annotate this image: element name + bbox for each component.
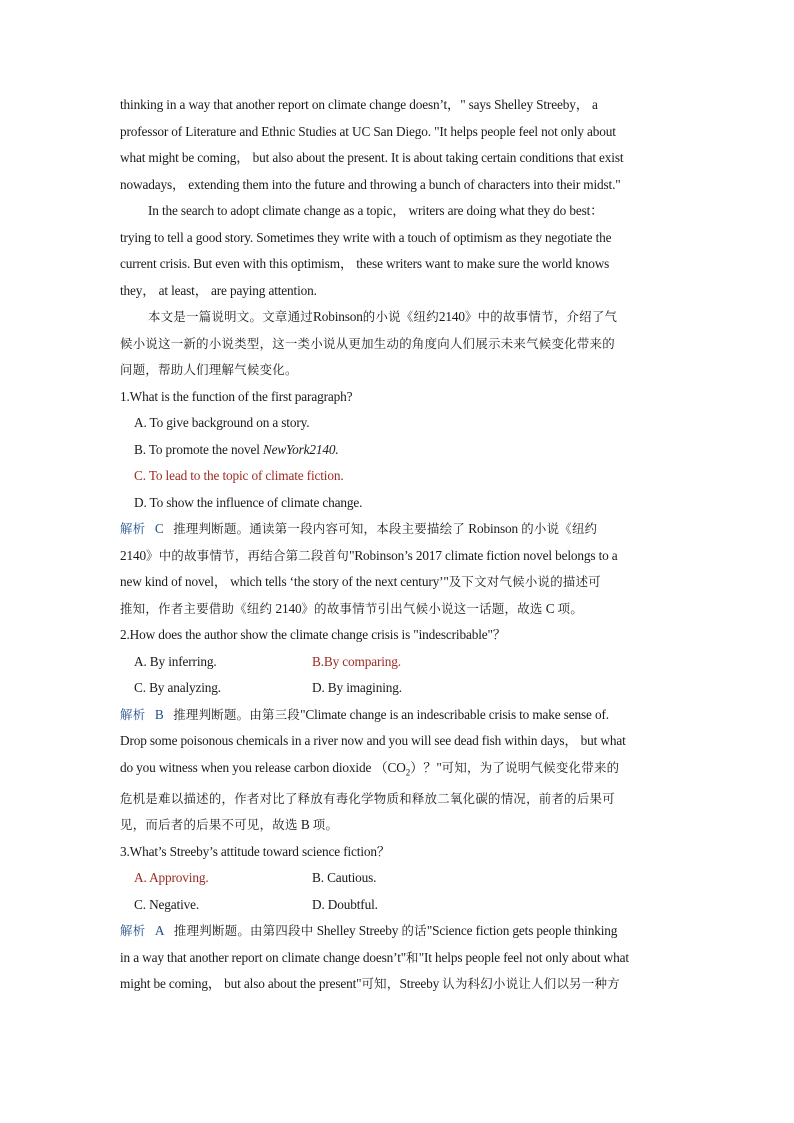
explanation-line: 危机是难以描述的，作者对比了释放有毒化学物质和释放二氧化碳的情况，前者的后果可 <box>120 790 615 806</box>
explanation-text: 推知，作者主要借助《纽约 <box>120 600 273 616</box>
explanation-text: 认为科幻小说让人们以另一种方 <box>442 976 620 992</box>
subscript: 2 <box>405 767 411 778</box>
paragraph-line: trying to tell a good story. Sometimes they write with a touch of optimism as they negotiate the <box>120 229 612 245</box>
option-text: B. To promote the novel <box>134 441 263 457</box>
answer-letter: C <box>154 521 164 536</box>
summary-line: 问题，帮助人们理解气候变化。 <box>120 362 298 377</box>
answer-letter: A <box>154 923 165 939</box>
explanation-line <box>120 569 676 596</box>
explanation-text: 的话 <box>401 923 427 939</box>
explanation-text: 项。 <box>557 600 584 616</box>
option-c: C. To lead to the topic of climate fiction. <box>134 468 344 483</box>
explanation-text: 推理判断题。由第三段 <box>173 706 301 722</box>
explanation-text: 可知， <box>361 976 400 992</box>
answer-letter: B <box>154 706 164 722</box>
explanation-text: might be coming， but also about the present" <box>120 976 362 992</box>
option-a: A. To give background on a story. <box>134 415 310 430</box>
option-row <box>120 865 676 892</box>
explanation-text: 》的故事情节引出气候小说这一话题，故选 <box>301 600 543 616</box>
explanation-text: Robinson <box>465 521 522 536</box>
option-d: D. To show the influence of climate change. <box>134 494 363 510</box>
summary-line: 候小说这一新的小说类型，这一类小说从更加生动的角度向人们展示未来气候变化带来的 <box>120 335 615 351</box>
option-b: B.By comparing. <box>312 653 401 669</box>
explanation-text: in a way that another report on climate change doesn’t" <box>120 949 407 965</box>
question-stem: 1.What is the function of the first paragraph? <box>120 388 353 404</box>
question-stem: 3.What’s Streeby’s attitude toward science fiction？ <box>120 843 391 859</box>
question-stem: 2.How does the author show the climate change crisis is "indescribable"？ <box>120 627 506 642</box>
option-a: A. Approving. <box>134 870 209 886</box>
option-d: D. By imagining. <box>312 680 402 695</box>
summary-line <box>120 304 676 331</box>
novel-title: NewYork2140. <box>262 441 339 457</box>
explanation-text: Streeby <box>399 976 443 992</box>
explanation-line <box>120 516 676 543</box>
explanation-label: 解析 <box>120 521 146 536</box>
option-a: A. By inferring. <box>134 653 217 669</box>
explanation-line <box>120 971 676 998</box>
option-row <box>120 892 676 919</box>
explanation-text: "Climate change is an indescribable crisis to make sense of. <box>300 706 609 722</box>
explanation-line <box>120 596 676 623</box>
paragraph-line: current crisis. But even with this optimism， these writers want to make sure the world knows <box>120 256 610 271</box>
explanation-text: 2140 <box>120 547 146 563</box>
summary-text: Robinson <box>312 309 363 324</box>
explanation-label: 解析 <box>120 923 146 939</box>
explanation-text: do you witness when you release carbon dioxide （CO <box>120 759 406 775</box>
option-row <box>120 675 676 702</box>
explanation-line <box>120 918 676 945</box>
option-row <box>120 649 676 676</box>
explanation-line <box>120 945 676 972</box>
document-page <box>120 92 676 998</box>
explanation-line <box>120 812 676 839</box>
explanation-text: 项。 <box>312 817 339 833</box>
explanation-text: 推理判断题。通读第一段内容可知，本段主要描绘了 <box>173 521 466 536</box>
option-d: D. Doubtful. <box>312 896 378 912</box>
explanation-text: 及下文对气候小说的描述可 <box>448 574 601 589</box>
explanation-line <box>120 543 676 570</box>
explanation-text: "Robinson’s 2017 climate fiction novel belongs to a <box>349 547 618 563</box>
explanation-text: 和 <box>406 949 419 965</box>
explanation-text: "It helps people feel not only about what <box>418 949 629 965</box>
paragraph-line: In the search to adopt climate change as a topic， writers are doing what they do best： <box>148 203 604 218</box>
explanation-line <box>120 755 676 786</box>
explanation-text: 可知，为了说明气候变化带来的 <box>441 759 620 775</box>
explanation-text: 》中的故事情节，再结合第二段首句 <box>146 547 350 563</box>
explanation-text: 推理判断题。由第四段中 <box>173 923 314 939</box>
explanation-text: Shelley Streeby <box>313 923 402 939</box>
paragraph-line: professor of Literature and Ethnic Studies at UC San Diego. "It helps people feel not only about <box>120 123 616 139</box>
explanation-text: C <box>542 600 558 616</box>
explanation-label: 解析 <box>120 706 146 722</box>
explanation-text: "Science fiction gets people thinking <box>426 923 618 939</box>
explanation-line: Drop some poisonous chemicals in a river now and you will see dead fish within days， but what <box>120 733 626 748</box>
option-c: C. Negative. <box>134 896 200 912</box>
option-b <box>120 437 676 464</box>
explanation-text: 2140 <box>272 600 302 616</box>
explanation-text: ）？" <box>410 759 442 775</box>
explanation-text: new kind of novel， which tells ‘the story of the next century’" <box>120 574 449 589</box>
summary-text: 的小说《纽约 <box>362 309 439 324</box>
option-b: B. Cautious. <box>312 870 377 886</box>
summary-text: 》中的故事情节，介绍了气 <box>464 309 618 324</box>
paragraph-line: they， at least， are paying attention. <box>120 282 317 298</box>
explanation-line <box>120 702 676 729</box>
paragraph-line: nowadays， extending them into the future and throwing a bunch of characters into their midst." <box>120 176 621 192</box>
summary-text: 2140 <box>438 309 465 324</box>
paragraph-line: what might be coming， but also about the present. It is about taking certain conditions that exist <box>120 150 624 165</box>
explanation-text: 见，而后者的后果不可见，故选 <box>120 817 298 833</box>
summary-text: 本文是一篇说明文。文章通过 <box>148 309 313 324</box>
option-c: C. By analyzing. <box>134 680 221 695</box>
explanation-text: B <box>297 817 313 833</box>
paragraph-line: thinking in a way that another report on climate change doesn’t，" says Shelley Streeby， a <box>120 97 598 112</box>
explanation-text: 的小说《纽约 <box>521 521 598 536</box>
